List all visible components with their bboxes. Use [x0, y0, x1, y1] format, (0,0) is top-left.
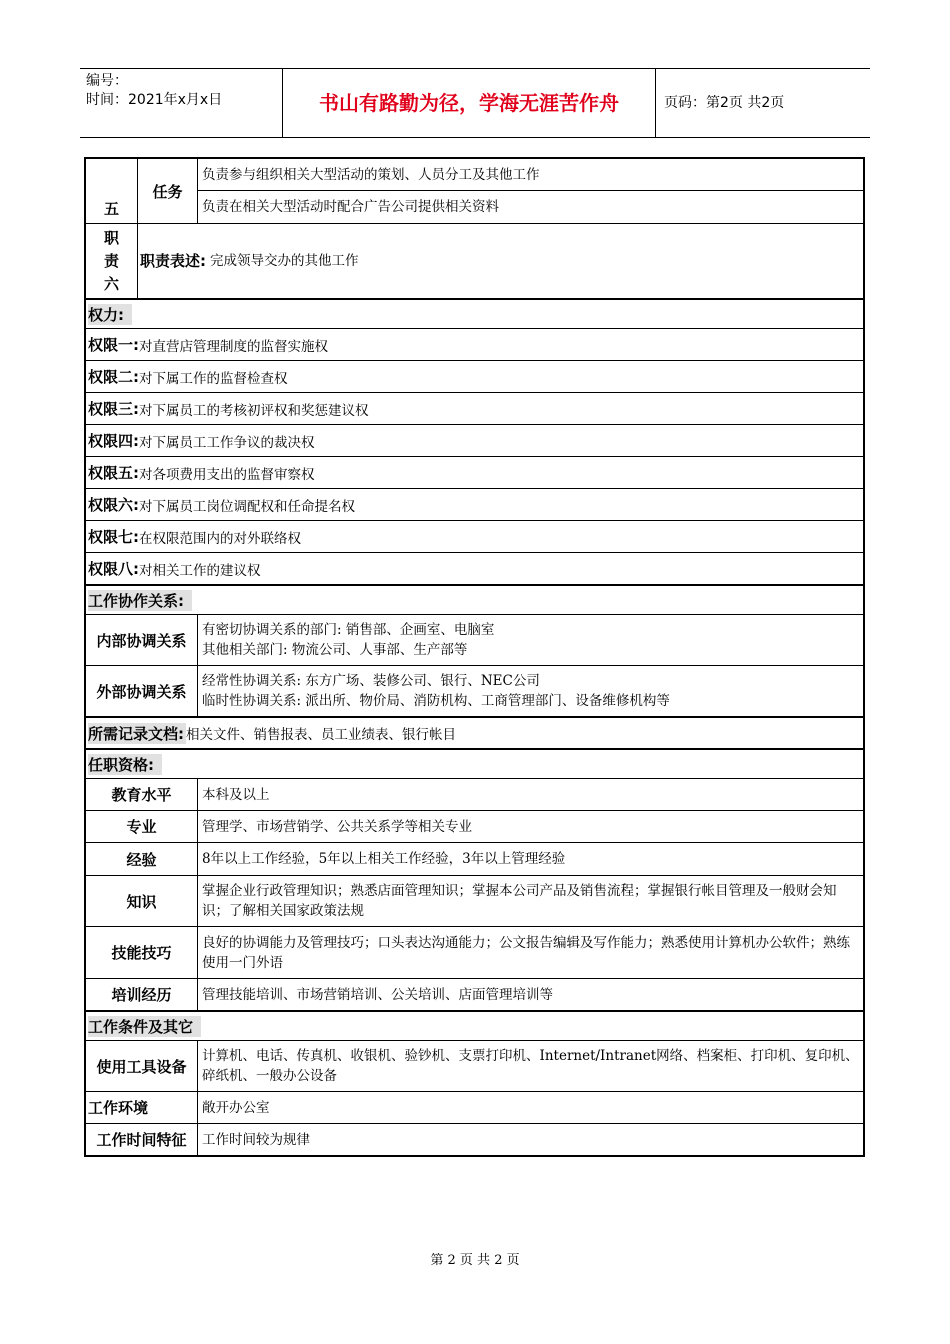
duty-5-item-1: 负责参与组织相关大型活动的策划、人员分工及其他工作 [198, 159, 863, 191]
power-item-label: 权限三: [88, 400, 139, 418]
power-title [86, 300, 863, 328]
qual-row-label: 技能技巧 [86, 927, 198, 978]
cond-row-value: 工作时间较为规律 [202, 1131, 310, 1148]
records-section [86, 716, 863, 748]
power-item-label: 权限五: [88, 464, 139, 482]
header-time: 时间：2021年x月x日 [86, 92, 223, 108]
power-title-text: 权力: [88, 304, 132, 325]
power-item-label: 权限八: [88, 560, 139, 578]
cond-title [86, 1012, 863, 1040]
header-page-info: 页码：第2页 共2页 [664, 95, 785, 111]
power-item-text: 对下属员工工作争议的裁决权 [139, 434, 315, 451]
qual-row [86, 978, 863, 1010]
qual-row-label: 培训经历 [86, 979, 198, 1010]
qual-row-value: 良好的协调能力及管理技巧；口头表达沟通能力；公文报告编辑及写作能力；熟悉使用计算机办公软件；熟练使用一门外语 [202, 934, 850, 971]
cond-title-text: 工作条件及其它 [88, 1016, 201, 1037]
qual-row-value: 8年以上工作经验，5年以上相关工作经验，3年以上管理经验 [202, 851, 566, 867]
power-item-text: 对各项费用支出的监督审察权 [139, 466, 315, 483]
records-text: 相关文件、销售报表、员工业绩表、银行帐目 [186, 727, 456, 743]
records-row [86, 718, 863, 748]
cond-row-label: 使用工具设备 [86, 1041, 198, 1091]
duty-5-section [86, 159, 863, 223]
collab-title [86, 586, 863, 614]
power-item-text: 对下属工作的监督检查权 [139, 370, 288, 387]
collab-external-line-1: 经常性协调关系: 东方广场、装修公司、银行、NEC公司 [202, 673, 540, 689]
collab-internal-line-2: 其他相关部门: 物流公司、人事部、生产部等 [202, 642, 468, 658]
qual-title [86, 750, 863, 778]
qualification-section [86, 748, 863, 1010]
cond-row-value: 敞开办公室 [202, 1099, 270, 1116]
power-item [86, 360, 863, 392]
power-item-text: 对直营店管理制度的监督实施权 [139, 338, 328, 355]
qual-row-value: 掌握企业行政管理知识；熟悉店面管理知识；掌握本公司产品及销售流程；掌握银行帐目管理及一般财会知识；了解相关国家政策法规 [202, 883, 837, 919]
cond-row-value: 计算机、电话、传真机、收银机、验钞机、支票打印机、Internet/Intranet网络、档案柜、打印机、复印机、碎纸机、一般办公设备 [202, 1048, 859, 1084]
duty-5-index: 五 [86, 159, 138, 223]
duty-5-label: 任务 [138, 159, 198, 223]
qual-row [86, 842, 863, 875]
qual-row [86, 926, 863, 978]
page-header [80, 68, 870, 138]
power-item-text: 对下属员工的考核初评权和奖惩建议权 [139, 402, 369, 419]
collab-section [86, 584, 863, 716]
duty-6-index [86, 224, 138, 298]
records-label: 所需记录文档: [88, 724, 184, 743]
qual-row-label: 经验 [86, 843, 198, 875]
duty-6-index-char-1: 职 [103, 228, 119, 247]
qual-row-value: 管理技能培训、市场营销培训、公关培训、店面管理培训等 [202, 986, 553, 1003]
duty-6-content [138, 224, 863, 298]
qual-row-value: 本科及以上 [202, 786, 270, 803]
collab-external-label: 外部协调关系 [86, 666, 198, 716]
collab-internal-row [86, 614, 863, 665]
duty-6-index-char-3: 六 [103, 274, 119, 293]
power-item [86, 520, 863, 552]
page-footer: 第 2 页 共 2 页 [430, 1253, 520, 1268]
power-item-label: 权限四: [88, 432, 139, 450]
qual-row-label: 知识 [86, 876, 198, 926]
power-item [86, 552, 863, 584]
qual-title-text: 任职资格: [88, 754, 162, 775]
duty-5-item-2: 负责在相关大型活动时配合广告公司提供相关资料 [202, 198, 499, 215]
cond-row [86, 1040, 863, 1091]
qual-row [86, 875, 863, 926]
power-item [86, 488, 863, 520]
power-item-text: 对相关工作的建议权 [139, 562, 261, 579]
qual-row-label: 教育水平 [86, 779, 198, 810]
power-item [86, 392, 863, 424]
header-meta [80, 69, 288, 140]
collab-internal-line-1: 有密切协调关系的部门: 销售部、企画室、电脑室 [202, 622, 495, 638]
collab-internal-label: 内部协调关系 [86, 615, 198, 665]
collab-internal-value [198, 615, 863, 665]
qual-row [86, 810, 863, 842]
collab-title-text: 工作协作关系: [88, 590, 192, 611]
collab-external-row [86, 665, 863, 716]
job-description-table [84, 157, 865, 1157]
qual-row [86, 778, 863, 810]
cond-row [86, 1123, 863, 1155]
collab-external-line-2: 临时性协调关系: 派出所、物价局、消防机构、工商管理部门、设备维修机构等 [202, 693, 670, 709]
power-item-label: 权限二: [88, 368, 139, 386]
power-item [86, 456, 863, 488]
power-item-label: 权限一: [88, 336, 139, 354]
power-item-text: 在权限范围内的对外联络权 [139, 530, 301, 547]
duty-6-label: 职责表述: [140, 252, 206, 270]
qual-row-value: 管理学、市场营销学、公共关系学等相关专业 [202, 818, 472, 835]
power-item-label: 权限六: [88, 496, 139, 514]
power-item-label: 权限七: [88, 528, 139, 546]
cond-row-label: 工作环境 [86, 1092, 198, 1123]
collab-external-value [198, 666, 863, 716]
cond-row [86, 1091, 863, 1123]
power-item [86, 424, 863, 456]
duty-6-text: 完成领导交办的其他工作 [210, 253, 359, 269]
qual-row-label: 专业 [86, 811, 198, 842]
header-number-label: 编号： [86, 73, 128, 89]
duty-6-index-char-2: 责 [103, 251, 119, 270]
header-motto: 书山有路勤为径，学海无涯苦作舟 [282, 69, 656, 137]
power-section [86, 298, 863, 584]
conditions-section [86, 1010, 863, 1155]
power-item-text: 对下属员工岗位调配权和任命提名权 [139, 498, 355, 515]
duty-6-row [86, 223, 863, 298]
cond-row-label: 工作时间特征 [86, 1124, 198, 1155]
power-item [86, 328, 863, 360]
